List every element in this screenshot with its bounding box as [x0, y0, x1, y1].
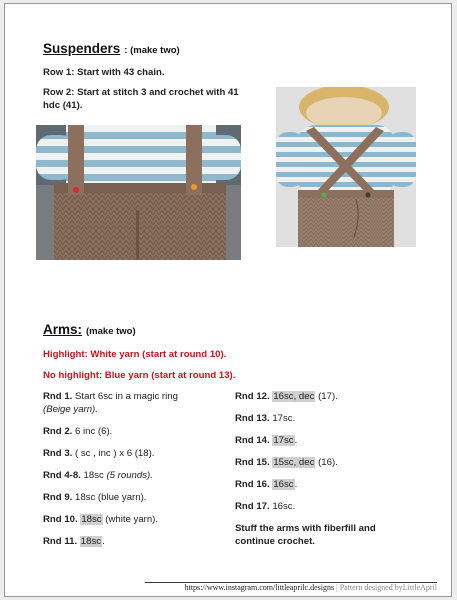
rnd-text: (17). [318, 391, 338, 402]
rnd-label: Rnd 9. [43, 492, 73, 503]
rnd-3 [43, 447, 154, 460]
rnd-9 [43, 491, 146, 504]
suspenders-front-photo [36, 125, 241, 260]
pattern-page [4, 3, 452, 597]
rnd-11 [43, 535, 105, 548]
rnd-text: 6 inc (6). [75, 426, 113, 437]
rnd-highlight: 18sc [80, 536, 102, 547]
arms-no-highlight-note: No highlight: Blue yarn (start at round 13). [43, 370, 236, 381]
rnd-text: ( sc , inc ) x 6 (18). [75, 448, 155, 459]
rnd-text: (16). [318, 457, 338, 468]
rnd-text: . [294, 479, 298, 490]
rnd-italic: (5 rounds). [106, 470, 153, 481]
closing-line-2: continue crochet. [235, 536, 315, 547]
suspenders-row2-line2: hdc (41). [43, 100, 83, 111]
rnd-label: Rnd 3. [43, 448, 73, 459]
arms-highlight-note: Highlight: White yarn (start at round 10). [43, 349, 227, 360]
rnd-label: Rnd 2. [43, 426, 73, 437]
rnd-text: 18sc (blue yarn). [75, 492, 147, 503]
rnd-label: Rnd 11. [43, 536, 78, 547]
rnd-15 [235, 456, 338, 469]
rnd-16 [235, 478, 297, 491]
rnd-label: Rnd 17. [235, 501, 270, 512]
arms-note: (make two) [86, 326, 136, 337]
footer-credit: Pattern designed byLittleApril [339, 583, 437, 592]
rnd-14 [235, 434, 297, 447]
rnd-17 [235, 500, 295, 513]
rnd-text: (white yarn). [105, 514, 159, 525]
rnd-highlight: 18sc [81, 514, 102, 525]
rnd-1-yarn: (Beige yarn). [43, 404, 98, 415]
rnd-text: 16sc. [272, 501, 296, 512]
rnd-label: Rnd 1. [43, 391, 73, 402]
rnd-highlight: 15sc, dec [273, 457, 315, 468]
arms-heading [43, 322, 136, 337]
suspenders-row1: Row 1: Start with 43 chain. [43, 67, 165, 78]
rnd-label: Rnd 10. [43, 514, 78, 525]
rnd-10 [43, 513, 158, 526]
rnd-4-8 [43, 469, 153, 482]
suspenders-back-photo [276, 87, 416, 247]
rnd-2 [43, 425, 112, 438]
rnd-text: 17sc. [272, 413, 296, 424]
rnd-label: Rnd 16. [235, 479, 270, 490]
rnd-label: Rnd 12. [235, 391, 270, 402]
rnd-highlight: 16sc [273, 479, 294, 490]
rnd-text: . [102, 536, 105, 547]
rnd-12 [235, 390, 338, 403]
closing-line-1: Stuff the arms with fiberfill and [235, 523, 376, 534]
footer [5, 583, 437, 592]
rnd-label: Rnd 15. [235, 457, 270, 468]
suspenders-title: Suspenders [43, 41, 121, 56]
rnd-highlight: 16sc, dec [273, 391, 315, 402]
rnd-highlight: 17sc [273, 435, 294, 446]
footer-separator: | [336, 583, 338, 592]
footer-instagram-link[interactable]: https://www.instagram.com/littleaprilc.designs [184, 583, 335, 592]
rnd-label: Rnd 4-8. [43, 470, 81, 481]
rnd-1 [43, 390, 178, 403]
suspenders-note: : (make two) [124, 45, 180, 56]
rnd-13 [235, 412, 295, 425]
rnd-text: . [294, 435, 298, 446]
suspenders-heading [43, 41, 180, 56]
rnd-text: Start 6sc in a magic ring [75, 391, 178, 402]
rnd-text: 18sc [83, 470, 104, 481]
rnd-label: Rnd 13. [235, 413, 270, 424]
arms-title: Arms: [43, 322, 83, 337]
rnd-label: Rnd 14. [235, 435, 270, 446]
suspenders-row2-line1: Row 2: Start at stitch 3 and crochet with 41 [43, 87, 239, 98]
